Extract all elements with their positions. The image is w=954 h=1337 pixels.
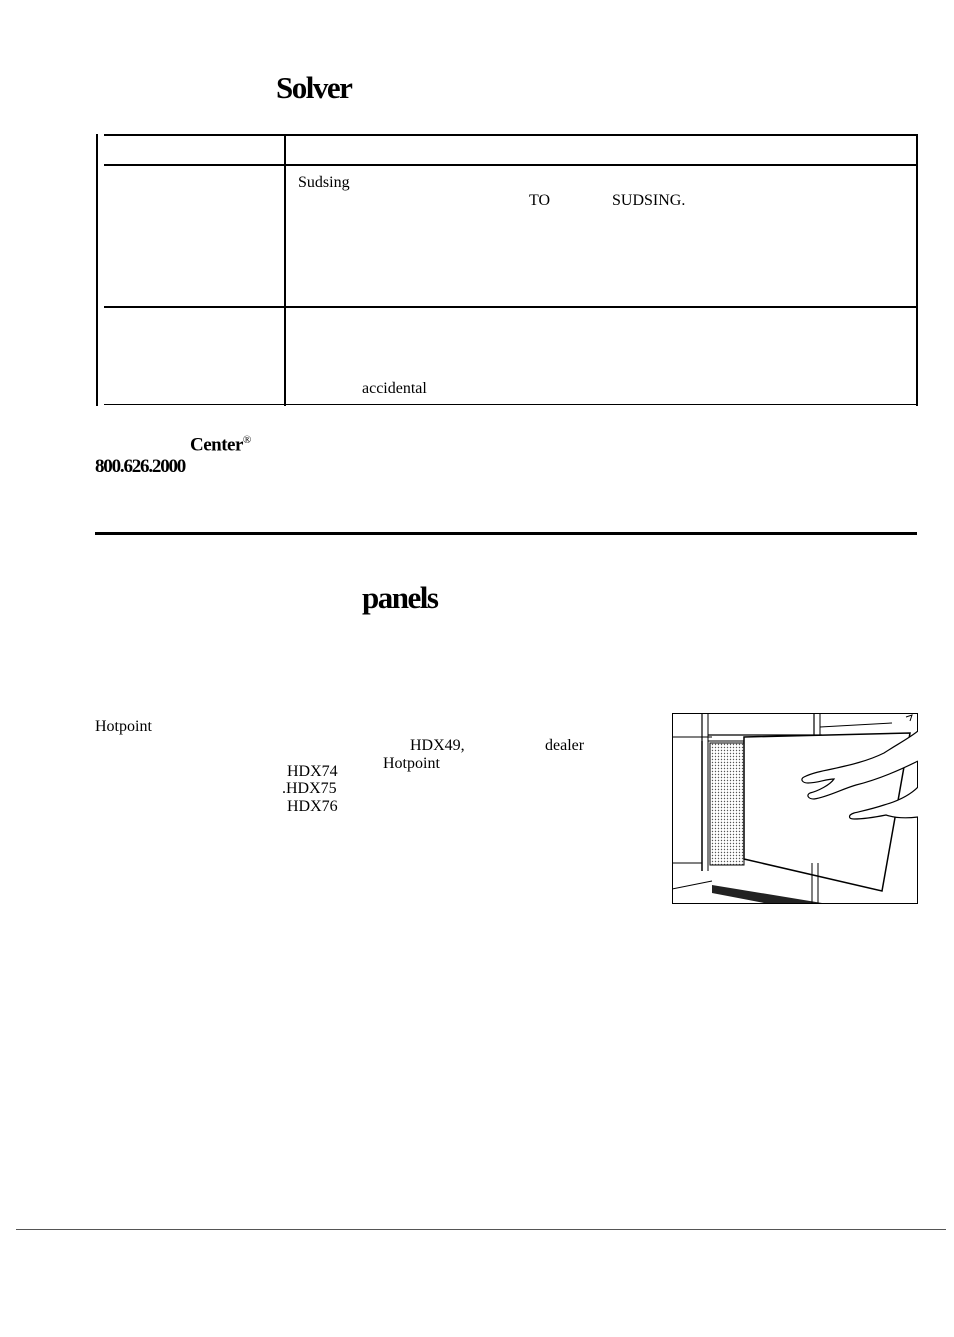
- row1-sudsing-text: SUDSING.: [612, 192, 686, 209]
- table-header-rule: [104, 164, 918, 166]
- problem-solver-table: [96, 134, 918, 406]
- row1-to-text: TO: [529, 192, 551, 209]
- model-hdx75: .HDX75: [282, 780, 337, 797]
- model-hdx74: HDX74: [287, 763, 338, 780]
- door-panel-installation-drawing: [672, 713, 918, 904]
- answer-center-phone: 800.626.2000: [95, 456, 186, 477]
- problem-solver-title: Solver: [276, 70, 352, 105]
- panels-brand-text-2: Hotpoint: [383, 755, 440, 772]
- table-row-divider: [104, 306, 918, 308]
- dealer-text: dealer: [545, 737, 585, 754]
- model-hdx49: HDX49,: [410, 737, 465, 754]
- row2-accidental-text: accidental: [362, 380, 427, 397]
- table-bottom-rule: [104, 404, 918, 405]
- section-divider: [95, 532, 917, 535]
- table-right-border: [916, 134, 918, 406]
- panels-title: panels: [362, 580, 438, 615]
- row1-cause-text: Sudsing: [298, 174, 350, 191]
- model-hdx76: HDX76: [287, 798, 338, 815]
- table-top-rule: [104, 134, 918, 136]
- panels-brand-text: Hotpoint: [95, 718, 152, 735]
- table-column-divider: [284, 134, 286, 406]
- answer-center-name: Center®: [190, 434, 251, 456]
- registered-mark: ®: [242, 434, 251, 446]
- footer-rule: [16, 1229, 946, 1230]
- table-left-border: [96, 134, 98, 406]
